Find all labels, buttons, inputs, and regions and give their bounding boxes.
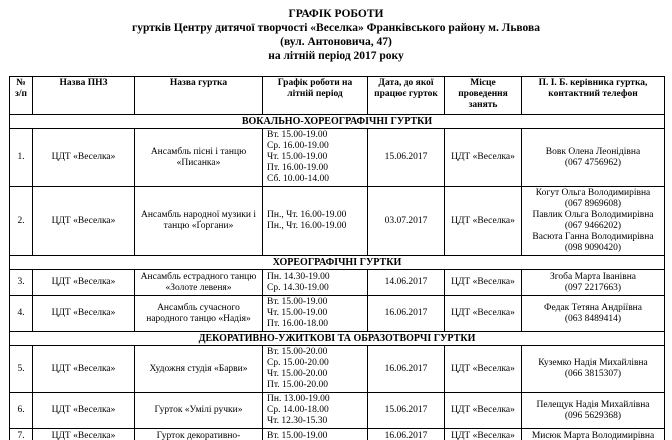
cell-leader [522, 129, 665, 187]
cell-place: ЦДТ «Веселка» [445, 346, 522, 393]
cell-line: Ср. 14.30-19.00 [267, 282, 329, 293]
cell-group-name: Ансамбль сучасного народного танцю «Надія» [135, 296, 263, 332]
cell-place: ЦДТ «Веселка» [445, 270, 522, 296]
cell-schedule [263, 187, 368, 256]
cell-place: ЦДТ «Веселка» [445, 429, 522, 440]
cell-line: (066 3815307) [564, 369, 622, 379]
cell-num: 5. [10, 346, 33, 393]
cell-num: 7. [10, 429, 33, 440]
cell-leader [522, 429, 665, 440]
cell-line: Вт. 15.00-19.00 [267, 297, 328, 307]
table-row [10, 296, 665, 332]
cell-line: Чт. 15.00-19.00 [267, 152, 328, 162]
cell-num: 2. [10, 187, 33, 256]
cell-line: Когут Ольга Володимирівна [535, 188, 651, 198]
cell-date: 16.06.2017 [368, 346, 445, 393]
column-header: Дата, до якої працює гурток [368, 77, 445, 115]
column-header: № з/п [10, 77, 33, 115]
cell-date: 16.06.2017 [368, 296, 445, 332]
cell-schedule [263, 346, 368, 393]
cell-line: Пелещук Надія Михайлівна [536, 399, 650, 410]
cell-pnz: ЦДТ «Веселка» [33, 393, 135, 429]
table-header [10, 77, 665, 115]
cell-num: 6. [10, 393, 33, 429]
cell-place: ЦДТ «Веселка» [445, 187, 522, 256]
cell-pnz: ЦДТ «Веселка» [33, 296, 135, 332]
cell-line: Пт. 16.00-18.00 [267, 319, 328, 329]
cell-date: 16.06.2017 [368, 429, 445, 440]
section-header: ВОКАЛЬНО-ХОРЕОГРАФІЧНІ ГУРТКИ [10, 115, 665, 129]
table-row [10, 346, 665, 393]
title-line-1: ГРАФІК РОБОТИ [288, 8, 384, 20]
table-row [10, 270, 665, 296]
table-row [10, 393, 665, 429]
column-header: Назва ПНЗ [33, 77, 135, 115]
cell-line: (067 9466202) [564, 221, 622, 231]
cell-line: Ср. 15.00-20.00 [267, 358, 329, 368]
cell-line: (098 9090420) [564, 243, 622, 253]
cell-date: 15.06.2017 [368, 129, 445, 187]
cell-line: (063 8489414) [564, 313, 622, 324]
cell-line: (096 5629368) [564, 410, 622, 421]
cell-leader [522, 187, 665, 256]
cell-line: Чт. 15.00-20.00 [267, 369, 328, 379]
cell-place: ЦДТ «Веселка» [445, 393, 522, 429]
cell-line: Ср. 14.00-18.00 [267, 405, 329, 415]
cell-group-name: Ансамбль народної музики і танцю «Ґоргани» [135, 187, 263, 256]
table-row [10, 429, 665, 440]
section-header-row [10, 332, 665, 346]
cell-line: Вт. 15.00-20.00 [267, 347, 328, 357]
cell-date: 03.07.2017 [368, 187, 445, 256]
cell-schedule [263, 129, 368, 187]
cell-group-name: Ансамбль естрадного танцю «Золоте левеня» [135, 270, 263, 296]
cell-group-name: Гурток декоративно- [135, 429, 263, 440]
cell-pnz: ЦДТ «Веселка» [33, 346, 135, 393]
title-line-4: на літній період 2017 року [268, 50, 404, 62]
cell-line: Ср. 16.00-19.00 [267, 141, 329, 151]
cell-line: Вт. 15.00-19.00 [267, 431, 328, 440]
column-header: Графік роботи на літній період [263, 77, 368, 115]
cell-line: Вовк Олена Леонідівна [545, 146, 641, 157]
cell-place: ЦДТ «Веселка» [445, 129, 522, 187]
table-row [10, 187, 665, 256]
cell-group-name: Художня студія «Барви» [135, 346, 263, 393]
cell-line: Пт. 15.00-20.00 [267, 380, 328, 390]
column-header: Місце проведення занять [445, 77, 522, 115]
column-header: П. І. Б. керівника гуртка, контактний телефон [522, 77, 665, 115]
title-line-2: гуртків Центру дитячої творчості «Веселка» Франківського району м. Львова [132, 22, 540, 34]
cell-place: ЦДТ «Веселка» [445, 296, 522, 332]
table-body [10, 115, 665, 440]
cell-num: 1. [10, 129, 33, 187]
cell-line: Мисюк Марта Володимирівна [531, 431, 655, 440]
column-header: Назва гуртка [135, 77, 263, 115]
table-header-row [10, 77, 665, 115]
cell-line: Пн. 13.00-19.00 [267, 394, 330, 404]
cell-date: 15.06.2017 [368, 393, 445, 429]
cell-num: 3. [10, 270, 33, 296]
cell-line: Пн. 14.30-19.00 [267, 271, 330, 282]
cell-schedule [263, 296, 368, 332]
cell-line: Павлик Ольга Володимирівна [532, 210, 654, 220]
section-header: ДЕКОРАТИВНО-УЖИТКОВІ ТА ОБРАЗОТВОРЧІ ГУРТКИ [10, 332, 665, 346]
cell-leader [522, 393, 665, 429]
cell-line: Пн., Чт. 16.00-19.00 [267, 221, 347, 231]
section-header: ХОРЕОГРАФІЧНІ ГУРТКИ [10, 256, 665, 270]
document-title [0, 0, 672, 63]
title-line-3: (вул. Антоновича, 47) [280, 36, 392, 48]
section-header-row [10, 256, 665, 270]
table-row [10, 129, 665, 187]
cell-schedule [263, 429, 368, 440]
cell-line: Васюта Ганна Володимирівна [532, 232, 654, 242]
cell-line: (067 4756962) [564, 157, 622, 168]
cell-leader [522, 270, 665, 296]
cell-group-name: Ансамбль пісні і танцю «Писанка» [135, 129, 263, 187]
cell-line: Згоба Марта Іванівна [550, 271, 636, 282]
cell-group-name: Гурток «Умілі ручки» [135, 393, 263, 429]
cell-schedule [263, 393, 368, 429]
cell-line: Вт. 15.00-19.00 [267, 130, 328, 140]
cell-pnz: ЦДТ «Веселка» [33, 129, 135, 187]
cell-line: (067 8969608) [564, 199, 622, 209]
cell-num: 4. [10, 296, 33, 332]
cell-line: Чт. 12.30-15.30 [267, 416, 328, 426]
cell-pnz: ЦДТ «Веселка» [33, 429, 135, 440]
cell-line: (097 2217663) [564, 282, 622, 293]
cell-line: Чт. 15.00-19.00 [267, 308, 328, 318]
cell-line: Федак Тетяна Андріївна [544, 302, 642, 313]
cell-line: Пн., Чт. 16.00-19.00 [267, 210, 347, 220]
cell-leader [522, 296, 665, 332]
schedule-table [9, 76, 665, 440]
cell-line: Пт. 16.00-19.00 [267, 163, 328, 173]
cell-leader [522, 346, 665, 393]
section-header-row [10, 115, 665, 129]
cell-date: 14.06.2017 [368, 270, 445, 296]
cell-pnz: ЦДТ «Веселка» [33, 270, 135, 296]
cell-schedule [263, 270, 368, 296]
cell-line: Куземко Надія Михайлівна [538, 358, 648, 368]
cell-pnz: ЦДТ «Веселка» [33, 187, 135, 256]
cell-line: Сб. 10.00-14.00 [267, 174, 329, 184]
